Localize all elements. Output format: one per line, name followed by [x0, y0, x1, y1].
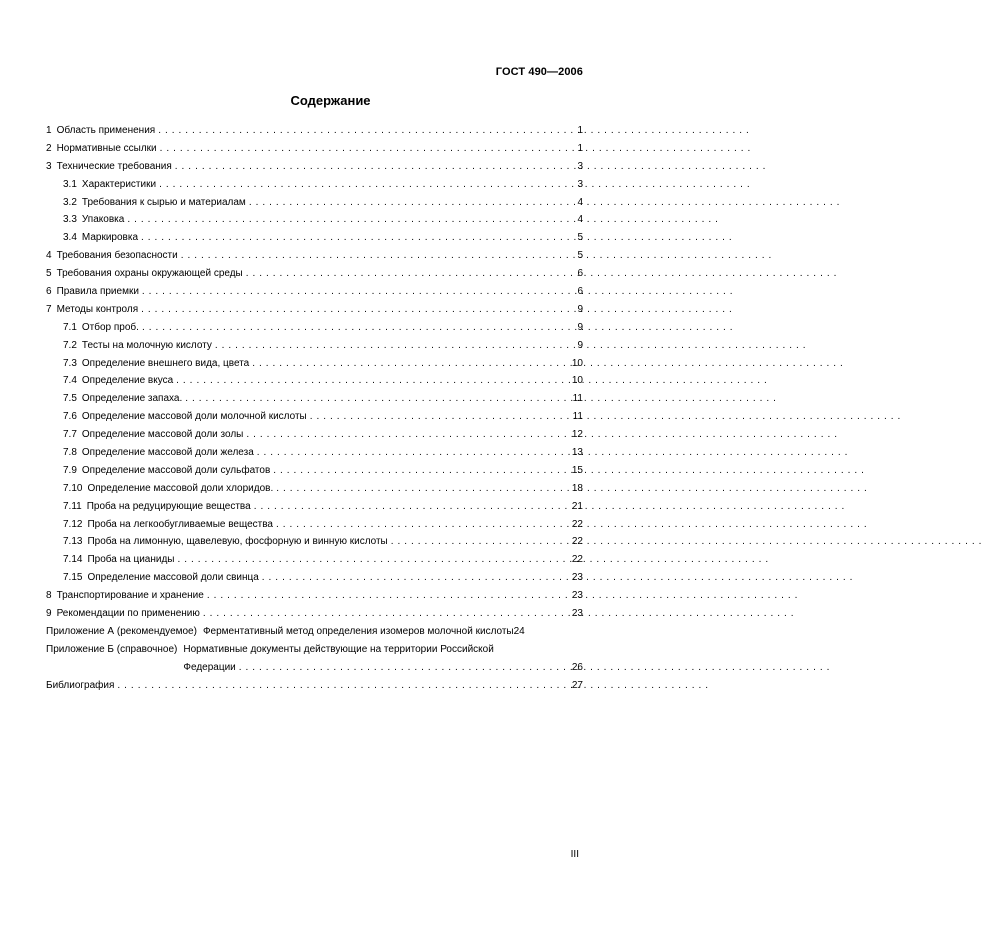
- appendix-b-line-2: [183, 659, 583, 677]
- toc-entry[interactable]: [46, 426, 583, 444]
- toc-entry-page: 9: [577, 321, 583, 333]
- toc-leader-dots: [176, 372, 570, 390]
- toc-leader-dots: [273, 462, 570, 480]
- toc-entry-number: 7.12: [63, 518, 83, 530]
- toc-entry-label: Определение массовой доли свинца: [87, 572, 259, 584]
- appendix-b-label-line1: Нормативные документы действующие на территории Российской: [183, 643, 494, 655]
- toc-entry-number: 7.1: [63, 321, 77, 333]
- toc-leader-dots: [142, 283, 576, 301]
- toc-entry[interactable]: [46, 319, 583, 337]
- toc-entry-number: 7.15: [63, 572, 83, 584]
- toc-leader-dots: [178, 551, 570, 569]
- toc-entry-number: 7.9: [63, 464, 77, 476]
- toc-entry-page: 18: [571, 482, 583, 494]
- toc-entry-page: 22: [571, 518, 583, 530]
- bibliography-page: 27: [571, 679, 583, 691]
- toc-entry-label: Определение массовой доли сульфатов: [81, 464, 271, 476]
- appendix-a-prefix: Приложение А (рекомендуемое): [46, 625, 197, 637]
- appendix-b-body: [183, 641, 583, 677]
- toc-leader-dots: [246, 265, 576, 283]
- toc-entry-number: 3.1: [63, 178, 77, 190]
- toc-entry-page: 23: [571, 590, 583, 602]
- toc-leader-dots: [175, 158, 576, 176]
- toc-entry-label: Определение массовой доли золы: [81, 429, 244, 441]
- toc-entry-number: 2: [46, 142, 52, 154]
- toc-entry[interactable]: [46, 211, 583, 229]
- toc-entry-number: 7.5: [63, 393, 77, 405]
- toc-entry-page: 4: [577, 196, 583, 208]
- toc-entry-page: 23: [571, 608, 583, 620]
- toc-leader-dots: [185, 390, 570, 408]
- toc-entry-label: Характеристики: [81, 178, 157, 190]
- page-number: III: [570, 849, 579, 860]
- toc-entry-label: Рекомендации по применению: [56, 608, 200, 620]
- toc-entry[interactable]: [46, 569, 583, 587]
- toc-leader-dots: [160, 140, 576, 158]
- toc-entry-number: 6: [46, 286, 52, 298]
- toc-entry[interactable]: [46, 229, 583, 247]
- toc-leader-dots: [181, 247, 576, 265]
- toc-entry-label: Требования безопасности: [56, 250, 178, 262]
- appendix-a-page: 24: [513, 625, 525, 637]
- appendix-a-line: [203, 623, 583, 641]
- toc-entry-number: 5: [46, 268, 52, 280]
- toc-entry[interactable]: [46, 533, 583, 551]
- toc-entry-number: 7.10: [63, 482, 83, 494]
- appendix-b-prefix: Приложение Б (справочное): [46, 643, 178, 655]
- toc-entry-label: Определение массовой доли хлоридов.: [87, 482, 274, 494]
- appendix-a-body: [203, 623, 583, 641]
- appendix-b-page: 26: [571, 661, 583, 673]
- toc-entry-label: Определение массовой доли молочной кислоты: [81, 411, 307, 423]
- toc-entry-page: 4: [577, 214, 583, 226]
- appendix-a-label: Ферментативный метод определения изомеров молочной кислоты: [202, 625, 514, 637]
- toc-appendix-b[interactable]: [46, 641, 583, 677]
- toc-rows: [46, 122, 583, 623]
- toc-bibliography[interactable]: [46, 677, 583, 695]
- toc-entry[interactable]: [46, 390, 583, 408]
- toc-entry-label: Нормативные ссылки: [56, 142, 157, 154]
- toc-entry[interactable]: [46, 516, 583, 534]
- toc-entry-page: 9: [577, 303, 583, 315]
- toc-entry-label: Маркировка: [81, 232, 139, 244]
- toc-entry-page: 23: [571, 572, 583, 584]
- table-of-contents: [46, 122, 583, 695]
- toc-leader-dots: [391, 533, 570, 551]
- toc-entry-number: 7.11: [63, 500, 82, 512]
- toc-entry[interactable]: [46, 194, 583, 212]
- toc-entry-page: 21: [571, 500, 583, 512]
- toc-entry-label: Требования к сырью и материалам: [81, 196, 246, 208]
- toc-entry[interactable]: [46, 605, 583, 623]
- toc-entry-label: Определение запаха.: [81, 393, 183, 405]
- toc-entry-number: 7.7: [63, 429, 77, 441]
- toc-entry-label: Технические требования: [56, 160, 172, 172]
- toc-entry[interactable]: [46, 337, 583, 355]
- toc-entry-number: 7: [46, 303, 52, 315]
- toc-leader-dots: [249, 194, 576, 212]
- toc-entry-label: Проба на легкообугливаемые вещества: [87, 518, 273, 530]
- toc-leader-dots: [141, 229, 575, 247]
- toc-entry-label: Упаковка: [81, 214, 125, 226]
- toc-entry[interactable]: [46, 301, 583, 319]
- toc-entry[interactable]: [46, 480, 583, 498]
- toc-entry[interactable]: [46, 247, 583, 265]
- toc-entry-label: Транспортирование и хранение: [56, 590, 204, 602]
- toc-leader-dots: [141, 301, 575, 319]
- toc-entry-label: Определение вкуса: [81, 375, 174, 387]
- toc-entry-page: 1: [577, 142, 583, 154]
- toc-entry-number: 1: [46, 125, 52, 136]
- toc-entry-number: 3.4: [63, 232, 77, 244]
- document-standard-number: ГОСТ 490—2006: [495, 66, 583, 78]
- toc-entry[interactable]: [46, 158, 583, 176]
- toc-entry-label: Методы контроля: [56, 303, 139, 315]
- toc-leader-dots: [239, 659, 570, 677]
- toc-entry[interactable]: [46, 355, 583, 373]
- toc-entry-number: 3.3: [63, 214, 77, 226]
- toc-entry-number: 8: [46, 590, 52, 602]
- toc-entry-page: 5: [577, 232, 583, 244]
- toc-leader-dots: [158, 122, 575, 140]
- appendix-b-label-line2: Федерации: [183, 661, 236, 673]
- toc-entry-page: 6: [577, 286, 583, 298]
- toc-entry-page: 22: [571, 554, 583, 566]
- toc-leader-dots: [127, 211, 575, 229]
- toc-entry-page: 6: [577, 268, 583, 280]
- toc-entry[interactable]: [46, 498, 583, 516]
- toc-leader-dots: [142, 319, 576, 337]
- toc-entry[interactable]: [46, 444, 583, 462]
- toc-leader-dots: [252, 355, 570, 373]
- toc-entry-page: 9: [577, 339, 583, 351]
- toc-leader-dots: [246, 426, 570, 444]
- toc-leader-dots: [276, 516, 570, 534]
- toc-entry-label: Проба на редуцирующие вещества: [86, 500, 251, 512]
- toc-entry-label: Правила приемки: [56, 286, 139, 298]
- toc-entry-page: 10: [571, 357, 583, 369]
- toc-entry-label: Область применения: [56, 125, 156, 136]
- toc-entry-page: 12: [571, 429, 583, 441]
- toc-entry-label: Проба на лимонную, щавелевую, фосфорную и винную кислоты: [87, 536, 388, 548]
- toc-entry-page: 5: [577, 250, 583, 262]
- toc-leader-dots: [117, 677, 569, 695]
- toc-entry-label: Определение массовой доли железа: [81, 447, 254, 459]
- toc-entry[interactable]: [46, 265, 583, 283]
- toc-leader-dots: [310, 408, 571, 426]
- toc-entry-page: 3: [577, 160, 583, 172]
- toc-leader-dots: [254, 498, 570, 516]
- toc-entry-page: 3: [577, 178, 583, 190]
- toc-entry[interactable]: [46, 462, 583, 480]
- toc-entry-label: Проба на цианиды: [87, 554, 175, 566]
- toc-entry-label: Тесты на молочную кислоту: [81, 339, 212, 351]
- page-title: Содержание: [290, 93, 371, 108]
- toc-leader-dots: [207, 587, 570, 605]
- toc-entry-number: 3.2: [63, 196, 77, 208]
- toc-leader-dots: [276, 480, 570, 498]
- toc-entry[interactable]: [46, 140, 583, 158]
- toc-entry-label: Отбор проб.: [81, 321, 139, 333]
- toc-entry[interactable]: [46, 372, 583, 390]
- toc-entry-number: 7.4: [63, 375, 77, 387]
- toc-entry[interactable]: [46, 408, 583, 426]
- appendix-b-line-1: [183, 641, 583, 659]
- toc-entry-number: 7.3: [63, 357, 77, 369]
- toc-entry[interactable]: [46, 176, 583, 194]
- toc-entry-page: 10: [571, 375, 583, 387]
- toc-entry-page: 13: [571, 447, 583, 459]
- toc-entry-number: 4: [46, 250, 52, 262]
- toc-entry[interactable]: [46, 122, 583, 140]
- toc-entry-page: 15: [571, 464, 583, 476]
- toc-appendix-a[interactable]: [46, 623, 583, 641]
- toc-leader-dots: [159, 176, 575, 194]
- toc-leader-dots: [257, 444, 570, 462]
- toc-entry-page: 22: [571, 536, 583, 548]
- toc-entry-page: 1: [577, 125, 583, 136]
- toc-entry[interactable]: [46, 283, 583, 301]
- toc-entry-number: 7.2: [63, 339, 77, 351]
- toc-entry-number: 3: [46, 160, 52, 172]
- toc-entry-number: 9: [46, 608, 52, 620]
- toc-entry-number: 7.13: [63, 536, 83, 548]
- toc-leader-dots: [203, 605, 570, 623]
- toc-leader-dots: [215, 337, 576, 355]
- toc-entry[interactable]: [46, 551, 583, 569]
- toc-entry-label: Требования охраны окружающей среды: [56, 268, 243, 280]
- toc-leader-dots: [262, 569, 570, 587]
- toc-entry-page: 11: [572, 411, 583, 423]
- toc-entry-page: 11: [572, 393, 583, 405]
- bibliography-label: Библиография: [46, 679, 115, 691]
- toc-entry-number: 7.6: [63, 411, 77, 423]
- toc-entry[interactable]: [46, 587, 583, 605]
- toc-entry-number: 7.8: [63, 447, 77, 459]
- toc-entry-label: Определение внешнего вида, цвета: [81, 357, 250, 369]
- toc-entry-number: 7.14: [63, 554, 83, 566]
